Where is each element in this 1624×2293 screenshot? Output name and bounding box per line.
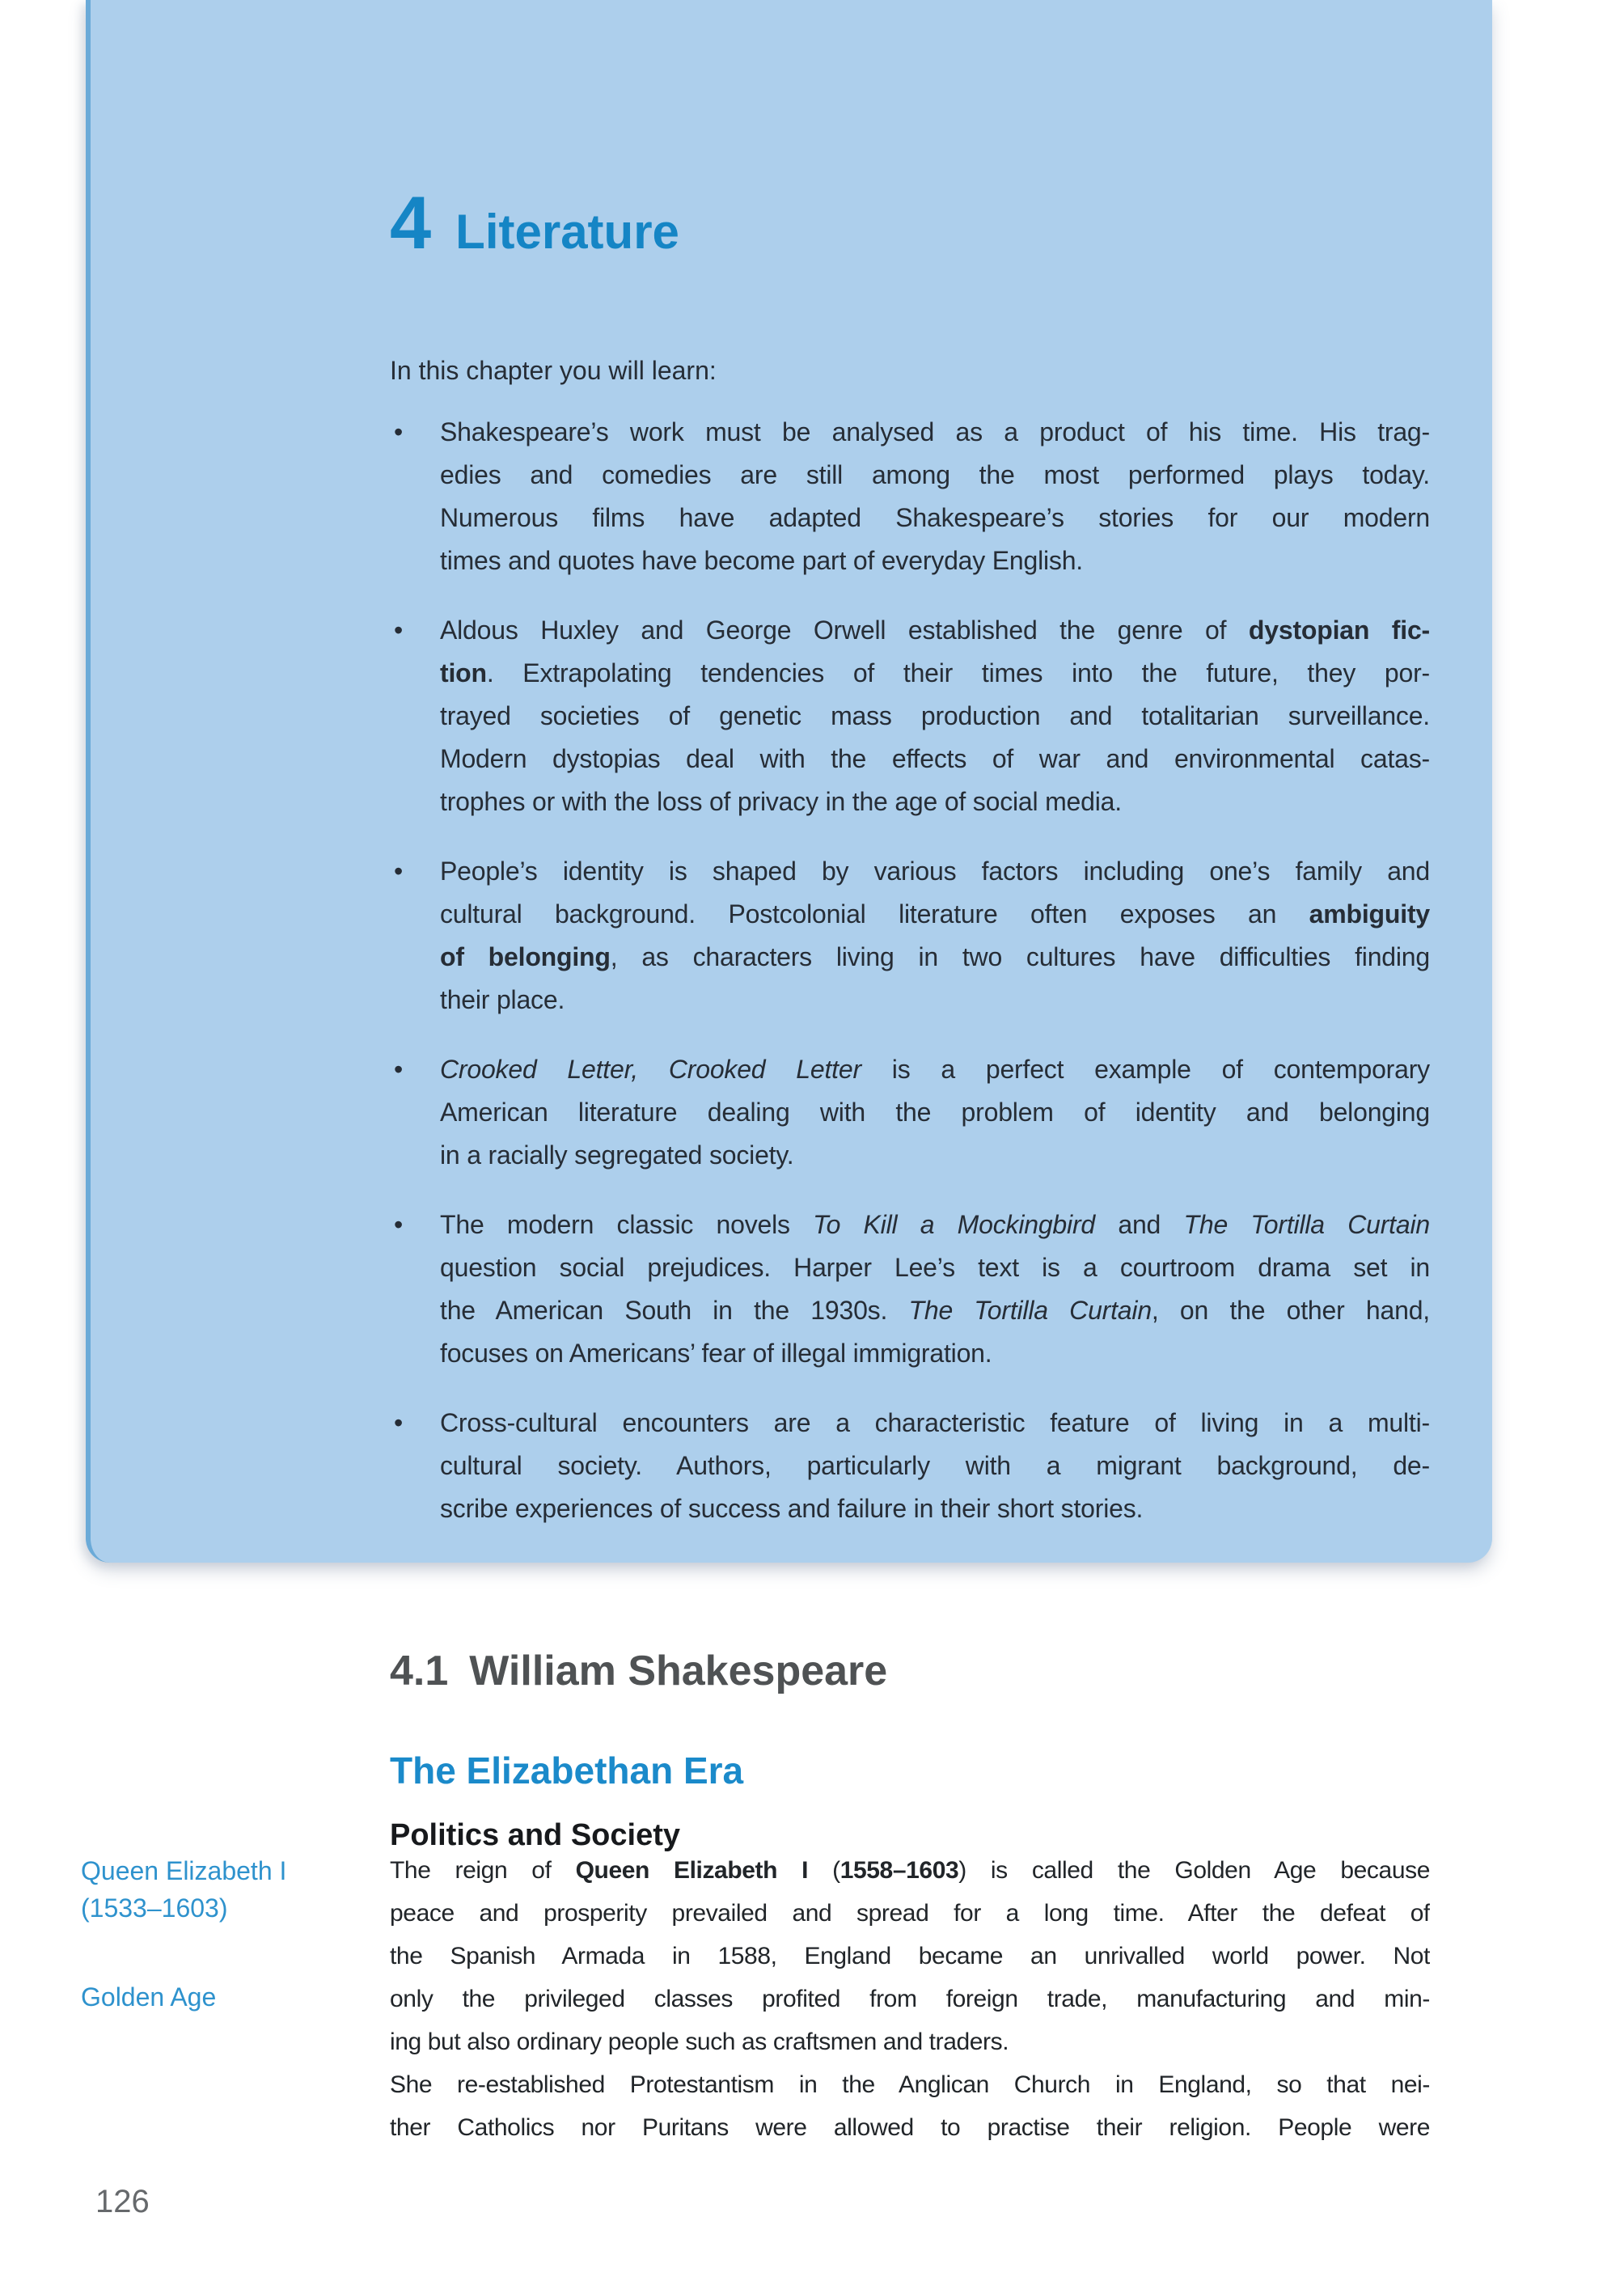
- margin-note: [81, 1978, 372, 2016]
- text-line: tion. Extrapolating tendencies of their times into the future, they por-: [440, 658, 1430, 687]
- page-number: 126: [95, 2184, 150, 2219]
- text-line: She re-established Protestantism in the Anglican Church in England, so that nei-: [390, 2071, 1430, 2098]
- text-line: cultural background. Postcolonial literature often exposes an ambiguity: [440, 899, 1430, 929]
- text-line: trayed societies of genetic mass production and totalitarian surveillance.: [440, 701, 1430, 730]
- body-paragraph: [390, 1849, 1430, 2149]
- text-line: ing but also ordinary people such as craftsmen and traders.: [390, 2029, 1009, 2055]
- bullet-marker: •: [394, 417, 404, 446]
- text-line: question social prejudices. Harper Lee’s text is a courtroom drama set in: [440, 1253, 1430, 1282]
- chapter-intro-text: In this chapter you will learn:: [390, 356, 717, 385]
- margin-note-line: Golden Age: [81, 1982, 217, 2012]
- text-line: scribe experiences of success and failure in their short stories.: [440, 1494, 1144, 1523]
- text-line: edies and comedies are still among the most performed plays today.: [440, 460, 1430, 489]
- text-line: the American South in the 1930s. The Tortilla Curtain, on the other hand,: [440, 1296, 1430, 1325]
- section-heading-title: William Shakespeare: [469, 1648, 888, 1694]
- bullet-marker: •: [394, 1210, 404, 1239]
- bullet-item: [390, 1048, 1430, 1177]
- text-line: the Spanish Armada in 1588, England became an unrivalled world power. Not: [390, 1943, 1430, 1969]
- bullet-marker: •: [394, 1408, 404, 1437]
- text-line: their place.: [440, 985, 565, 1014]
- bullet-marker: •: [394, 857, 404, 886]
- text-line: People’s identity is shaped by various factors including one’s family and: [440, 857, 1430, 886]
- bullet-text: [440, 609, 1430, 823]
- text-line: in a racially segregated society.: [440, 1140, 794, 1170]
- text-line: cultural society. Authors, particularly with a migrant background, de-: [440, 1451, 1430, 1480]
- text-line: peace and prosperity prevailed and spread for a long time. After the defeat of: [390, 1900, 1430, 1927]
- margin-note: [81, 1852, 372, 1927]
- text-line: ther Catholics nor Puritans were allowed to practise their religion. People were: [390, 2114, 1430, 2141]
- bullet-item: [390, 1204, 1430, 1375]
- bullet-item: [390, 609, 1430, 823]
- text-line: Crooked Letter, Crooked Letter is a perfect example of contemporary: [440, 1055, 1430, 1084]
- text-line: American literature dealing with the problem of identity and belonging: [440, 1098, 1430, 1127]
- bullet-item: [390, 411, 1430, 582]
- chapter-heading: [390, 182, 679, 264]
- text-line: Aldous Huxley and George Orwell established the genre of dystopian fic-: [440, 616, 1430, 645]
- text-line: Numerous films have adapted Shakespeare’s stories for our modern: [440, 503, 1430, 532]
- bullet-text: [440, 850, 1430, 1022]
- margin-note-line: Queen Elizabeth I: [81, 1856, 287, 1885]
- chapter-title: Literature: [455, 205, 679, 259]
- text-line: times and quotes have become part of everyday English.: [440, 546, 1083, 575]
- bullet-marker: •: [394, 616, 404, 645]
- bullet-item: [390, 850, 1430, 1022]
- bullet-text: [440, 1204, 1430, 1375]
- bullet-marker: •: [394, 1055, 404, 1084]
- chapter-bullet-list: [390, 411, 1430, 1530]
- subsection-heading: The Elizabethan Era: [390, 1749, 744, 1792]
- bullet-item: [390, 1402, 1430, 1530]
- bullet-text: [440, 411, 1430, 582]
- section-heading: [390, 1650, 887, 1692]
- bullet-text: [440, 1402, 1430, 1530]
- text-line: Cross-cultural encounters are a characteristic feature of living in a multi-: [440, 1408, 1430, 1437]
- text-line: focuses on Americans’ fear of illegal immigration.: [440, 1339, 992, 1368]
- text-line: of belonging, as characters living in two cultures have difficulties finding: [440, 942, 1430, 971]
- text-line: The modern classic novels To Kill a Mockingbird and The Tortilla Curtain: [440, 1210, 1430, 1239]
- text-line: trophes or with the loss of privacy in the age of social media.: [440, 787, 1122, 816]
- section-heading-number: 4.1: [390, 1648, 449, 1694]
- topic-heading: Politics and Society: [390, 1818, 680, 1852]
- text-line: The reign of Queen Elizabeth I (1558–1603) is called the Golden Age because: [390, 1857, 1430, 1884]
- text-line: Shakespeare’s work must be analysed as a product of his time. His trag-: [440, 417, 1430, 446]
- margin-note-line: (1533–1603): [81, 1893, 228, 1923]
- bullet-text: [440, 1048, 1430, 1177]
- chapter-number: 4: [390, 182, 432, 264]
- text-line: Modern dystopias deal with the effects of war and environmental catas-: [440, 744, 1430, 773]
- text-line: only the privileged classes profited from foreign trade, manufacturing and min-: [390, 1986, 1430, 2012]
